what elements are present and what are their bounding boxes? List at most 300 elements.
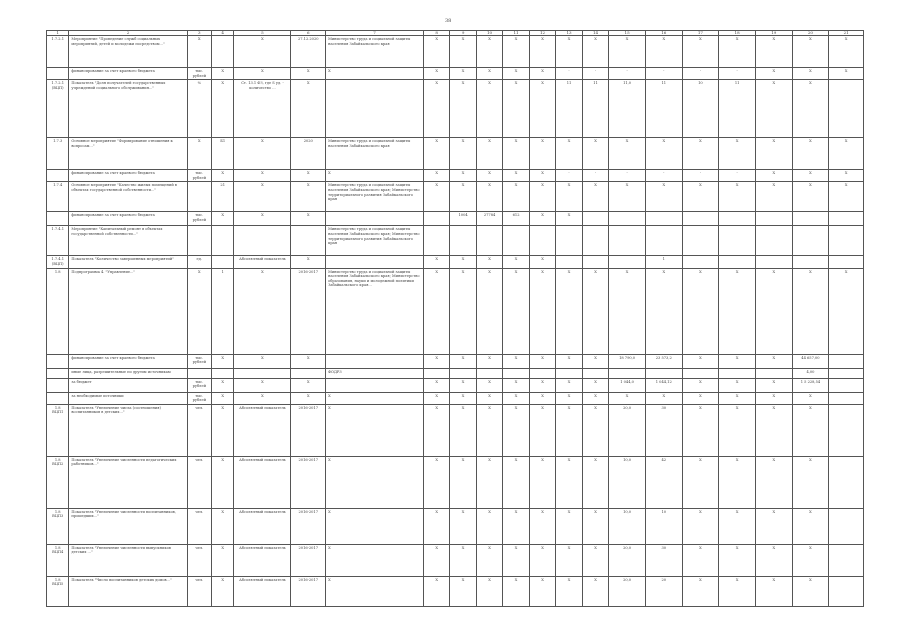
data-cell [755,226,792,256]
data-cell: X [682,456,719,508]
data-cell: X [755,80,792,138]
data-cell: X [476,404,502,456]
data-cell: Министерство труда и социальной защиты населения Забайкальского края; Министерство территориального развития Забайкальского края [326,226,424,256]
data-cell: ФОДР3 [326,368,424,378]
data-cell [829,212,864,226]
data-cell: X [503,36,529,68]
table-row [47,404,864,456]
row-title-cell: Основное мероприятие "Качество жилых помещений в объектах государственной собственности..." [69,182,187,212]
data-cell: тыс. рублей [187,170,211,182]
data-cell [755,368,792,378]
data-cell: тыс. рублей [187,68,211,80]
data-cell: X [719,138,756,170]
data-cell [719,368,756,378]
data-cell [291,368,326,378]
data-cell: X [476,456,502,508]
data-cell: Министерство труда и социальной защиты населения Забайкальского края; Министерство образования, науки и молодежной политики Забайкальского края... [326,268,424,354]
data-cell: X [556,544,582,576]
data-cell: X [682,138,719,170]
data-cell [212,368,234,378]
header-cell: 16 [645,31,682,36]
data-cell: X [234,170,291,182]
data-cell [829,544,864,576]
data-cell: X [529,80,555,138]
data-cell: X [212,544,234,576]
data-cell: 20 [645,576,682,606]
data-cell: X [234,392,291,404]
data-cell: X [423,404,449,456]
header-cell: 20 [792,31,829,36]
data-cell: X [755,456,792,508]
data-cell: X [609,182,646,212]
table-row [47,268,864,354]
row-title-cell: Мероприятие "Капитальный ремонт в объектах государственной собственности..." [69,226,187,256]
table-row [47,182,864,212]
row-code-cell [47,368,69,378]
data-cell [326,378,424,392]
row-title-cell: Мероприятие "Проведение служб социальных мероприятий, детей и молодежи посредством..." [69,36,187,68]
header-cell: 17 [682,31,719,36]
data-cell: - [719,68,756,80]
data-cell: 30 [645,544,682,576]
data-cell: X [556,182,582,212]
data-cell: Абсолютный показатель [234,508,291,544]
data-cell: X [291,256,326,268]
row-code-cell [47,212,69,226]
data-cell: X [326,576,424,606]
data-cell: 23 573,2 [645,354,682,368]
data-cell: X [829,268,864,354]
row-code-cell [47,68,69,80]
data-cell: X [450,392,476,404]
data-cell: X [645,268,682,354]
data-cell: X [503,268,529,354]
header-cell: 9 [450,31,476,36]
data-cell: X [682,404,719,456]
data-cell: X [682,268,719,354]
data-cell: X [503,256,529,268]
data-cell: X [529,392,555,404]
data-cell: X [476,378,502,392]
data-cell [645,226,682,256]
table-row [47,392,864,404]
header-cell: 19 [755,31,792,36]
data-cell [234,226,291,256]
row-title-cell: Показатель "Количество завершенных мероприятий" [69,256,187,268]
data-cell: 1 044,12 [645,378,682,392]
data-cell: X [529,212,555,226]
data-cell: X [582,508,608,544]
data-cell [476,226,502,256]
data-cell: X [556,212,582,226]
data-cell: X [234,68,291,80]
row-code-cell [47,392,69,404]
header-cell: 10 [476,31,502,36]
data-cell: X [423,268,449,354]
data-cell: X [556,138,582,170]
data-cell [529,226,555,256]
data-cell: X [829,138,864,170]
data-cell: X [682,36,719,68]
data-cell [829,80,864,138]
data-cell: X [234,182,291,212]
data-cell: X [234,212,291,226]
data-cell: X [755,576,792,606]
data-cell: X [529,544,555,576]
data-cell: X [556,36,582,68]
data-cell: X [423,508,449,544]
data-cell: X [719,576,756,606]
data-cell [792,226,829,256]
data-cell: X [645,182,682,212]
data-cell: X [755,392,792,404]
data-cell: чел. [187,404,211,456]
data-cell: X [529,138,555,170]
data-cell: X [423,138,449,170]
data-cell: тыс. рублей [187,212,211,226]
row-code-cell: 1.8 ВЦП3 [47,508,69,544]
data-cell: X [755,138,792,170]
data-cell: X [450,80,476,138]
data-cell: X [326,392,424,404]
data-cell: X [326,544,424,576]
data-cell [829,256,864,268]
data-cell: X [529,36,555,68]
data-cell: X [792,182,829,212]
data-cell: X [529,256,555,268]
data-cell: X [682,392,719,404]
data-cell [326,212,424,226]
data-cell: X [450,404,476,456]
data-cell: X [503,138,529,170]
data-cell [829,404,864,456]
data-cell: X [234,138,291,170]
row-title-cell: за бюджет [69,378,187,392]
row-title-cell: Показатель "Доля получателей государственных учреждений социального обслуживания..." [69,80,187,138]
data-cell: X [476,36,502,68]
data-cell: X [792,268,829,354]
data-cell: X [503,404,529,456]
data-cell: чел. [187,544,211,576]
data-cell: X [719,508,756,544]
data-cell: X [829,182,864,212]
data-cell: X [792,544,829,576]
data-cell: чел. [187,508,211,544]
data-cell: X [187,138,211,170]
data-cell: X [326,404,424,456]
row-code-cell: 1.8 ВЦП1 [47,404,69,456]
table-row [47,576,864,606]
data-cell: X [582,576,608,606]
data-cell: 1 5 228,54 [792,378,829,392]
data-cell: 20,0 [609,404,646,456]
row-code-cell: 1.7.2.1 (ВЦП) [47,80,69,138]
data-cell: X [212,392,234,404]
data-cell: X [682,354,719,368]
data-cell: X [476,354,502,368]
data-cell: X [582,354,608,368]
data-cell [582,256,608,268]
data-cell: X [450,170,476,182]
data-cell: X [450,508,476,544]
data-cell: X [719,36,756,68]
data-cell: 10,0 [609,456,646,508]
data-cell: X [503,170,529,182]
data-cell: X [719,354,756,368]
data-cell [755,212,792,226]
data-cell [719,212,756,226]
data-cell [609,256,646,268]
data-cell: X [792,170,829,182]
data-cell: Министерство труда и социальной защиты населения Забайкальского края [326,138,424,170]
data-cell: X [755,182,792,212]
data-cell [755,256,792,268]
row-code-cell: 1.8 ВЦП2 [47,456,69,508]
data-cell: 2016-2017 [291,544,326,576]
data-cell: 1 [212,268,234,354]
data-cell: X [450,544,476,576]
data-cell [582,212,608,226]
row-code-cell [47,354,69,368]
data-cell: X [291,378,326,392]
table-row [47,80,864,138]
data-cell: Абсолютный показатель [234,576,291,606]
data-cell: X [682,378,719,392]
data-cell: - [682,68,719,80]
data-cell [609,212,646,226]
row-title-cell: Показатель "Увеличение числа (соотношения) воспитанников в детских..." [69,404,187,456]
data-cell: X [529,378,555,392]
data-cell: 2016-2017 [291,268,326,354]
data-cell: X [682,508,719,544]
data-cell [556,368,582,378]
data-cell: X [582,268,608,354]
data-cell [719,226,756,256]
row-title-cell: Показатель "Увеличение численности воспитанников, прошедших..." [69,508,187,544]
data-cell: 11 [582,80,608,138]
data-cell: X [529,182,555,212]
data-cell: X [645,392,682,404]
data-cell: X [476,138,502,170]
data-cell: X [682,544,719,576]
data-cell [645,212,682,226]
table-row [47,212,864,226]
row-code-cell: 1.7.2.1 [47,36,69,68]
data-cell [187,226,211,256]
data-cell: 2016-2017 [291,508,326,544]
data-cell: X [234,378,291,392]
page-number: 38 [445,18,452,24]
data-cell [682,212,719,226]
data-cell: 11 [556,80,582,138]
header-cell: 3 [187,31,211,36]
data-cell: X [582,182,608,212]
data-cell: X [645,138,682,170]
data-cell [212,36,234,68]
data-cell: 27.12.2020 [291,36,326,68]
data-cell: - [582,170,608,182]
data-cell [582,368,608,378]
header-cell: 12 [529,31,555,36]
data-cell: 18 790,0 [609,354,646,368]
data-cell: X [792,68,829,80]
data-cell: X [582,138,608,170]
data-cell: X [755,508,792,544]
data-cell [212,226,234,256]
data-cell [423,212,449,226]
data-cell [476,368,502,378]
header-cell: 21 [829,31,864,36]
data-cell: X [326,68,424,80]
data-cell: 2016-2017 [291,576,326,606]
data-cell [682,368,719,378]
data-cell: X [792,456,829,508]
data-cell: X [326,508,424,544]
data-cell: X [423,182,449,212]
data-cell: X [556,268,582,354]
data-cell: тыс. рублей [187,354,211,368]
data-cell: X [450,378,476,392]
data-cell [829,226,864,256]
table-row [47,368,864,378]
data-cell [792,212,829,226]
data-cell: X [529,268,555,354]
header-cell: 14 [582,31,608,36]
data-cell: 1 044,0 [609,378,646,392]
data-cell: X [582,36,608,68]
row-code-cell: 1.8 ВЦП5 [47,576,69,606]
row-title-cell: финансирование за счет краевого бюджета [69,68,187,80]
data-cell: 30 [645,404,682,456]
data-cell: - [582,68,608,80]
data-cell: 2016-2017 [291,456,326,508]
data-cell [829,368,864,378]
data-cell: X [212,68,234,80]
data-cell: X [529,354,555,368]
data-cell: 10 [682,80,719,138]
data-cell: X [503,456,529,508]
data-cell: X [291,392,326,404]
data-cell: X [792,138,829,170]
data-cell: X [792,508,829,544]
data-cell: 612 [503,212,529,226]
data-cell: X [529,508,555,544]
data-cell: X [423,68,449,80]
data-cell: X [450,354,476,368]
data-cell: Министерство труда и социальной защиты населения Забайкальского края [326,36,424,68]
data-cell: X [556,456,582,508]
data-cell: X [476,68,502,80]
data-cell: Б1 [212,138,234,170]
row-code-cell [47,170,69,182]
data-cell: X [212,576,234,606]
data-cell: тыс. рублей [187,378,211,392]
table-row [47,508,864,544]
data-cell: X [503,182,529,212]
row-title-cell: иные лица, разрешительные по другим источникам [69,368,187,378]
data-cell: X [212,212,234,226]
data-cell: тыс. рублей [187,392,211,404]
data-cell: 11 [719,80,756,138]
data-cell [326,80,424,138]
data-cell [792,256,829,268]
data-cell: X [529,170,555,182]
data-cell: X [609,268,646,354]
data-cell [645,368,682,378]
header-cell: 5 [234,31,291,36]
data-cell: 1004 [450,212,476,226]
data-cell: X [755,404,792,456]
data-cell: X [755,354,792,368]
data-cell [187,182,211,212]
data-cell: X [719,404,756,456]
header-cell: 7 [326,31,424,36]
data-cell: X [609,138,646,170]
data-cell [326,256,424,268]
data-cell: 2016-2017 [291,404,326,456]
table-row [47,138,864,170]
data-cell: X [829,68,864,80]
data-cell: X [829,170,864,182]
row-code-cell: 1.7.4 [47,182,69,212]
data-cell [187,368,211,378]
data-cell: X [556,378,582,392]
data-cell: X [609,392,646,404]
data-cell: X [556,404,582,456]
row-title-cell: финансирование за счет краевого бюджета [69,212,187,226]
data-cell: чел. [187,576,211,606]
data-cell: X [234,268,291,354]
data-cell: X [609,36,646,68]
row-code-cell: 1.7.3 [47,138,69,170]
data-cell: X [719,182,756,212]
row-title-cell: за необходимые источники [69,392,187,404]
data-cell: 21 [212,182,234,212]
data-cell: Абсолютный показатель [234,256,291,268]
data-cell: 10 [645,508,682,544]
data-cell: 44 657,00 [792,354,829,368]
data-cell: ед. [187,256,211,268]
data-cell: X [450,268,476,354]
data-cell: 42 [645,456,682,508]
data-cell: % [187,80,211,138]
data-cell: 27784 [476,212,502,226]
data-cell: X [423,392,449,404]
data-cell: X [212,456,234,508]
data-cell [556,256,582,268]
header-cell: 6 [291,31,326,36]
data-cell: X [423,354,449,368]
data-cell: - [645,170,682,182]
program-table [46,30,864,607]
row-code-cell [47,378,69,392]
data-cell: X [503,508,529,544]
data-cell [529,368,555,378]
data-cell: - [719,170,756,182]
data-cell: X [450,256,476,268]
data-cell [829,576,864,606]
data-cell [829,508,864,544]
data-cell: X [476,508,502,544]
data-cell: X [234,36,291,68]
data-cell: X [291,80,326,138]
data-cell: X [212,170,234,182]
data-cell: X [423,170,449,182]
header-cell: 4 [212,31,234,36]
data-cell: X [291,182,326,212]
data-cell: X [187,36,211,68]
row-code-cell: 1.8 [47,268,69,354]
